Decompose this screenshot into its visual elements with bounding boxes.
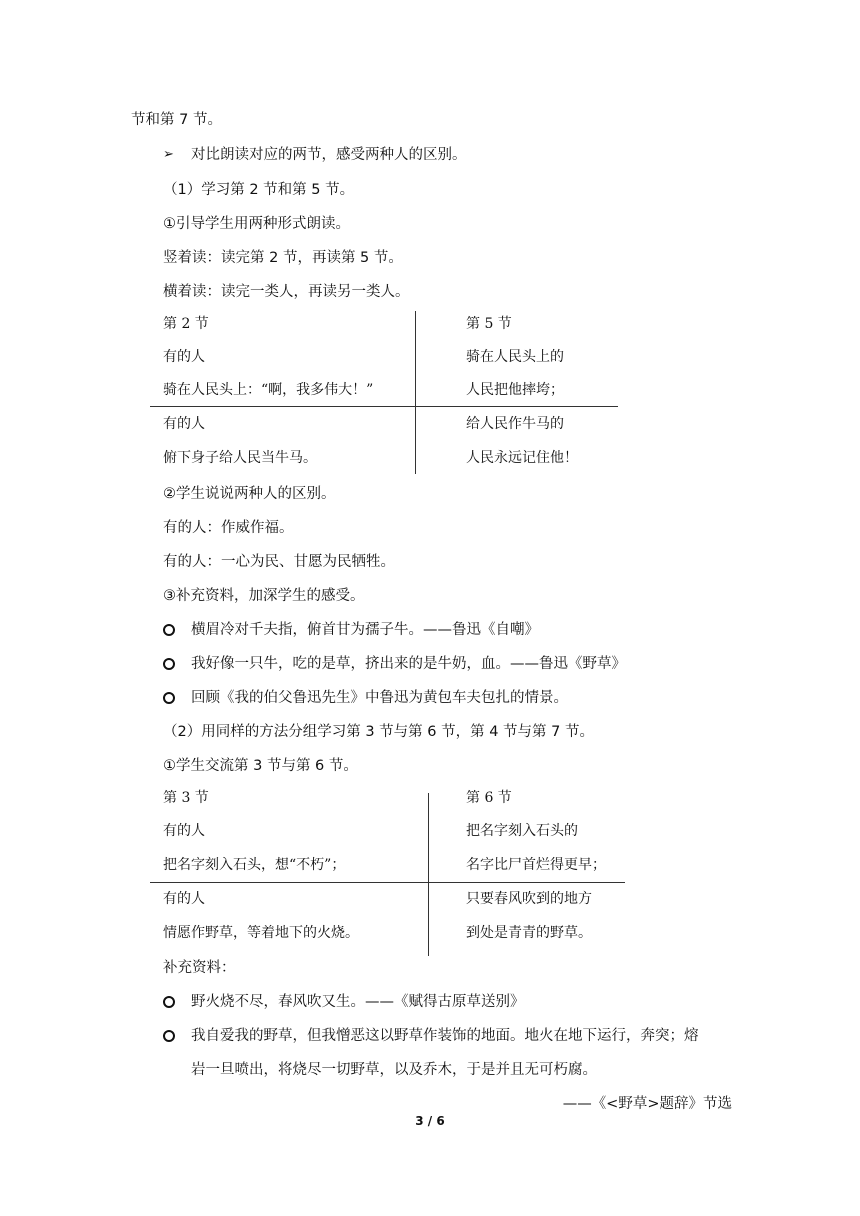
text-line: 竖着读：读完第 2 节，再读第 5 节。 xyxy=(163,250,403,266)
text-line: 我自爱我的野草，但我憎恶这以野草作装饰的地面。地火在地下运行，奔突；熔 xyxy=(191,1028,699,1044)
circle-bullet-icon xyxy=(163,996,175,1008)
table-divider-vertical xyxy=(415,311,416,474)
table-cell: 人民把他摔垮； xyxy=(466,382,564,398)
table-cell: 情愿作野草，等着地下的火烧。 xyxy=(163,925,359,941)
table-cell: 有的人 xyxy=(163,823,205,839)
table-cell: 第 5 节 xyxy=(466,316,512,332)
table-divider-horizontal xyxy=(150,406,618,407)
text-line: 横着读：读完一类人，再读另一类人。 xyxy=(163,284,410,300)
text-line: 节和第 7 节。 xyxy=(131,112,222,128)
table-cell: 有的人 xyxy=(163,416,205,432)
text-line: 对比朗读对应的两节，感受两种人的区别。 xyxy=(191,147,467,163)
table-cell: 把名字刻入石头的 xyxy=(466,823,578,839)
table-cell: 有的人 xyxy=(163,349,205,365)
table-divider-vertical xyxy=(428,793,429,956)
table-cell: 骑在人民头上的 xyxy=(466,349,564,365)
text-line: 有的人：作威作福。 xyxy=(163,520,294,536)
text-line: （2）用同样的方法分组学习第 3 节与第 6 节，第 4 节与第 7 节。 xyxy=(163,724,594,740)
text-line: 野火烧不尽，春风吹又生。——《赋得古原草送别》 xyxy=(191,994,525,1010)
text-line: 横眉冷对千夫指，俯首甘为孺子牛。——鲁迅《自嘲》 xyxy=(191,622,539,638)
table-cell: 人民永远记住他！ xyxy=(466,450,578,466)
page-number: 3 / 6 xyxy=(415,1114,445,1128)
table-cell: 第 6 节 xyxy=(466,790,512,806)
text-line: （1）学习第 2 节和第 5 节。 xyxy=(163,182,355,198)
table-cell: 俯下身子给人民当牛马。 xyxy=(163,450,317,466)
text-line: 有的人：一心为民、甘愿为民牺牲。 xyxy=(163,554,395,570)
text-line: ②学生说说两种人的区别。 xyxy=(163,486,336,502)
circle-bullet-icon xyxy=(163,624,175,636)
table-cell: 第 3 节 xyxy=(163,790,209,806)
text-line: 岩一旦喷出，将烧尽一切野草，以及乔木，于是并且无可朽腐。 xyxy=(191,1062,597,1078)
arrow-bullet-icon: ➢ xyxy=(163,147,174,162)
citation-line: ——《<野草>题辞》节选 xyxy=(562,1096,732,1112)
table-cell: 第 2 节 xyxy=(163,316,209,332)
table-cell: 骑在人民头上：“啊，我多伟大！” xyxy=(163,382,374,398)
table-divider-horizontal xyxy=(150,882,625,883)
text-line: ③补充资料，加深学生的感受。 xyxy=(163,588,365,604)
circle-bullet-icon xyxy=(163,658,175,670)
text-line: ①引导学生用两种形式朗读。 xyxy=(163,216,350,232)
text-line: 我好像一只牛，吃的是草，挤出来的是牛奶，血。——鲁迅《野草》 xyxy=(191,656,626,672)
circle-bullet-icon xyxy=(163,692,175,704)
text-line: 补充资料： xyxy=(163,960,236,976)
table-cell: 给人民作牛马的 xyxy=(466,416,564,432)
table-cell: 把名字刻入石头，想“不朽”； xyxy=(163,857,346,873)
circle-bullet-icon xyxy=(163,1030,175,1042)
text-line: 回顾《我的伯父鲁迅先生》中鲁迅为黄包车夫包扎的情景。 xyxy=(191,690,568,706)
text-line: ①学生交流第 3 节与第 6 节。 xyxy=(163,758,358,774)
table-cell: 到处是青青的野草。 xyxy=(466,925,592,941)
table-cell: 名字比尸首烂得更早； xyxy=(466,857,606,873)
table-cell: 有的人 xyxy=(163,891,205,907)
table-cell: 只要春风吹到的地方 xyxy=(466,891,592,907)
